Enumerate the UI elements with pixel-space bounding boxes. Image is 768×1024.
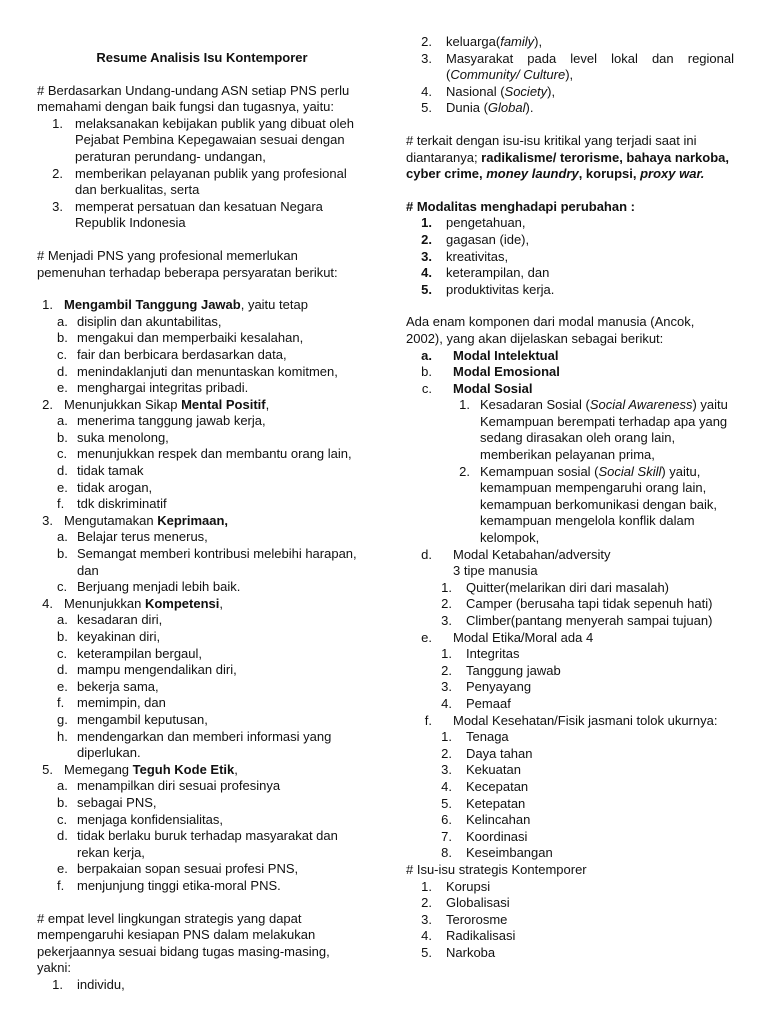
text-italic: Social Awareness	[589, 397, 693, 413]
list-text: menghargai integritas pribadi.	[77, 380, 249, 396]
syarat-heading	[37, 596, 367, 613]
list-number: 4.	[421, 265, 432, 281]
modalitas-list	[406, 215, 734, 298]
list-number: 4.	[421, 928, 432, 944]
enam-komponen-intro: Ada enam komponen dari modal manusia (Ancok, 2002), yang akan dijelaskan sebagai berikut:	[406, 314, 695, 346]
list-item	[406, 679, 734, 696]
list-item	[406, 845, 734, 862]
list-text: sebagai PNS,	[77, 794, 157, 810]
list-letter: f.	[57, 877, 65, 893]
intro-level: # empat level lingkungan strategis yang dapat mempengaruhi kesiapan PNS dalam melakukan pekerjaannya sesuai bidang tugas masing-masing, yakni:	[37, 910, 330, 976]
list-item	[406, 84, 734, 101]
list-text: Modal Kesehatan/Fisik jasmani tolok ukurnya:	[453, 712, 718, 728]
list-text: tdk diskriminatif	[77, 496, 167, 512]
list-text: menampilkan diri sesuai profesinya	[77, 778, 281, 794]
list-item	[37, 166, 367, 199]
syarat-item	[37, 297, 367, 397]
list-text: Modal Sosial	[453, 380, 533, 396]
list-item	[37, 828, 367, 861]
list-item	[37, 496, 367, 513]
list-number: 1.	[52, 115, 63, 131]
list-letter: f.	[424, 712, 432, 728]
list-text: Quitter(melarikan diri dari masalah)	[466, 579, 670, 595]
list-text: tidak tamak	[77, 463, 144, 479]
list-number: 2.	[421, 231, 432, 247]
list-item	[406, 829, 734, 846]
list-text: Modal Ketabahan/adversity	[453, 546, 611, 562]
list-number: 4.	[42, 595, 53, 611]
list-text: Penyayang	[466, 679, 532, 695]
list-item	[406, 646, 734, 663]
list-letter: d.	[57, 828, 68, 844]
text-part: ) yaitu Kemampuan berempati terhadap apa yang sedang dirasakan oleh orang lain, memberikan pelayanan prima,	[480, 397, 728, 463]
list-text	[64, 397, 367, 414]
list-text: Narkoba	[446, 944, 496, 960]
list-text: Radikalisasi	[446, 928, 516, 944]
syarat-item	[37, 762, 367, 895]
list-text: Camper (berusaha tapi tidak sepenuh hati)	[466, 596, 713, 612]
list-letter: a.	[57, 313, 68, 329]
list-letter: g.	[57, 711, 68, 727]
list-item	[406, 596, 734, 613]
list-item	[406, 928, 734, 945]
list-letter: a.	[57, 778, 68, 794]
list-number: 3.	[441, 762, 452, 778]
list-letter: b.	[57, 330, 68, 346]
list-letter: c.	[57, 579, 68, 595]
list-letter: f.	[57, 695, 65, 711]
list-text: bekerja sama,	[77, 678, 159, 694]
list-item	[406, 282, 734, 299]
list-letter: d.	[57, 363, 68, 379]
list-item	[37, 330, 367, 347]
list-letter: h.	[57, 728, 68, 744]
text-part: Kemampuan sosial (	[480, 463, 599, 479]
syarat-heading	[37, 513, 367, 530]
list-number: 3.	[441, 679, 452, 695]
syarat-heading	[37, 397, 367, 414]
modal-ketabahan	[406, 547, 734, 564]
list-text: memperat persatuan dan kesatuan Negara Republik Indonesia	[75, 198, 323, 231]
modal-kesehatan	[406, 713, 734, 730]
list-number: 1.	[459, 397, 470, 413]
list-item	[406, 663, 734, 680]
list-text	[64, 297, 367, 314]
intro-syarat: # Menjadi PNS yang profesional memerlukan pemenuhan terhadap beberapa persyaratan berikut:	[37, 247, 338, 280]
list-number: 6.	[441, 812, 452, 828]
right-column	[406, 34, 734, 961]
text-bold: Teguh Kode Etik	[132, 761, 235, 777]
list-item	[37, 480, 367, 497]
syarat-item	[37, 596, 367, 762]
list-letter: f.	[57, 496, 65, 512]
list-text	[64, 762, 367, 779]
list-item	[37, 861, 367, 878]
list-text: mengambil keputusan,	[77, 711, 208, 727]
list-text: Tanggung jawab	[466, 662, 561, 678]
list-text: Terorosme	[446, 911, 508, 927]
list-text: Kelincahan	[466, 812, 531, 828]
list-number: 1.	[52, 976, 63, 992]
list-number: 2.	[459, 463, 470, 479]
text-part: ),	[547, 83, 556, 99]
list-letter: b.	[57, 794, 68, 810]
fisik-list	[406, 729, 734, 862]
tipe-list	[406, 580, 734, 630]
list-number: 2.	[441, 662, 452, 678]
sub-list	[37, 413, 367, 513]
list-item	[406, 613, 734, 630]
text-part: Menunjukkan Sikap	[64, 396, 182, 412]
list-text: mendengarkan dan memberi informasi yang diperlukan.	[77, 728, 332, 761]
text-bold: Kompetensi	[144, 595, 220, 611]
list-item	[37, 446, 367, 463]
list-number: 3.	[421, 911, 432, 927]
list-text: mengakui dan memperbaiki kesalahan,	[77, 330, 304, 346]
list-item	[37, 612, 367, 629]
text-part: , yaitu tetap	[240, 297, 308, 313]
list-number: 2.	[42, 396, 53, 412]
list-letter: e.	[57, 861, 68, 877]
list-text	[64, 513, 367, 530]
list-item	[37, 364, 367, 381]
list-number: 3.	[42, 512, 53, 528]
list-item	[37, 413, 367, 430]
list-text: Kekuatan	[466, 762, 521, 778]
list-number: 1.	[441, 646, 452, 662]
list-item	[406, 215, 734, 232]
list-item	[37, 347, 367, 364]
list-letter: d.	[57, 463, 68, 479]
list-text: Semangat memberi kontribusi melebihi harapan, dan	[77, 546, 357, 578]
list-letter: b.	[57, 629, 68, 644]
list-letter: d.	[57, 662, 68, 678]
list-number: 1.	[421, 878, 432, 894]
list-letter: d.	[421, 546, 432, 562]
text-part: ,	[265, 396, 270, 412]
level-item	[37, 977, 367, 994]
list-text: memberikan pelayanan publik yang profesional dan berkualitas, serta	[75, 165, 347, 198]
text-italic: Social Skill	[598, 463, 662, 479]
list-number: 5.	[421, 944, 432, 960]
list-number: 2.	[421, 34, 432, 49]
isu-list: radikalisme/ terorisme, bahaya narkoba, cyber crime,	[406, 149, 730, 182]
list-text: Climber(pantang menyerah sampai tujuan)	[466, 613, 713, 628]
list-text: menjunjung tinggi etika-moral PNS.	[77, 877, 281, 893]
list-item	[406, 796, 734, 813]
list-text	[446, 51, 734, 84]
text-part: ),	[534, 34, 543, 49]
list-text: kesadaran diri,	[77, 612, 163, 628]
list-item	[37, 878, 367, 895]
list-number: 3.	[441, 613, 452, 628]
list-item	[37, 795, 367, 812]
text-italic: Global	[487, 100, 526, 116]
list-item	[406, 762, 734, 779]
intro-fungsi: # Berdasarkan Undang-undang ASN setiap PNS perlu memahami dengan baik fungsi dan tugasnya, yaitu:	[37, 82, 350, 115]
list-number: 3.	[421, 50, 432, 66]
list-text: suka menolong,	[77, 429, 169, 445]
isu-proxy-war: proxy war.	[640, 166, 705, 182]
list-text	[446, 34, 734, 51]
text-part: ,	[219, 595, 223, 611]
list-item	[406, 100, 734, 117]
list-item	[37, 430, 367, 447]
list-letter: e.	[57, 380, 68, 396]
list-item	[37, 629, 367, 646]
page-title: Resume Analisis Isu Kontemporer	[96, 50, 308, 65]
strategis-list	[406, 879, 734, 962]
list-letter: c.	[57, 446, 68, 462]
text-part: Kesadaran Sosial (	[480, 397, 590, 413]
list-number: 1.	[441, 579, 452, 595]
list-text: fair dan berbicara berdasarkan data,	[77, 346, 287, 362]
text-italic: family	[500, 34, 535, 49]
isu-kritikal	[406, 133, 734, 183]
text-part: Masyarakat pada level lokal dan regional (	[446, 50, 734, 83]
list-item	[37, 116, 367, 166]
list-item	[37, 199, 367, 232]
list-number: 7.	[441, 828, 452, 844]
list-letter: a.	[57, 529, 68, 545]
level-list	[406, 34, 734, 117]
list-text: Belajar terus menerus,	[77, 529, 208, 545]
tipe-manusia: 3 tipe manusia	[453, 563, 538, 579]
list-text: tidak berlaku buruk terhadap masyarakat dan rekan kerja,	[77, 828, 338, 860]
list-item	[406, 729, 734, 746]
left-column	[37, 50, 367, 993]
list-item	[37, 729, 367, 762]
text-bold: Keprimaan,	[157, 512, 229, 528]
modal-sosial	[406, 381, 734, 398]
list-number: 5.	[42, 761, 53, 777]
list-number: 4.	[441, 695, 452, 711]
list-item	[406, 779, 734, 796]
list-text: Pemaaf	[466, 695, 511, 711]
list-text: Daya tahan	[466, 745, 533, 761]
list-item	[406, 879, 734, 896]
list-number: 5.	[421, 100, 432, 116]
text-bold: Mengambil Tanggung Jawab	[64, 297, 241, 313]
syarat-heading	[37, 297, 367, 314]
list-text: keterampilan, dan	[446, 265, 550, 281]
list-item	[406, 895, 734, 912]
list-item	[406, 34, 734, 51]
text-italic: Society	[504, 83, 548, 99]
list-item	[37, 812, 367, 829]
list-item	[37, 314, 367, 331]
list-text	[480, 397, 734, 463]
list-number: 3.	[52, 198, 63, 214]
syarat-item	[37, 397, 367, 513]
list-text	[64, 596, 367, 613]
list-letter: b.	[421, 364, 432, 380]
list-item	[37, 712, 367, 729]
list-text	[446, 100, 734, 117]
list-letter: e.	[421, 629, 432, 645]
list-letter: c.	[57, 346, 68, 362]
list-text: Ketepatan	[466, 795, 526, 811]
list-text: menunjukkan respek dan membantu orang lain,	[77, 446, 352, 462]
list-number: 5.	[421, 281, 432, 297]
list-text: disiplin dan akuntabilitas,	[77, 313, 222, 329]
list-text: keyakinan diri,	[77, 629, 161, 644]
list-number: 5.	[441, 795, 452, 811]
list-letter: b.	[57, 429, 68, 445]
isu-intro: # terkait dengan isu-isu kritikal yang terjadi saat ini diantaranya;	[406, 132, 697, 165]
list-letter: a.	[57, 612, 68, 628]
isu-money-laundry: money laundry	[486, 166, 579, 182]
list-item	[406, 696, 734, 713]
fungsi-list	[37, 116, 367, 232]
list-item	[406, 945, 734, 962]
text-part: Nasional (	[446, 83, 505, 99]
list-item	[37, 695, 367, 712]
list-number: 2.	[441, 596, 452, 612]
list-number: 3.	[421, 248, 432, 264]
list-text: tidak arogan,	[77, 479, 153, 495]
list-item	[37, 662, 367, 679]
text-part: Menunjukkan	[64, 595, 145, 611]
text-part: Memegang	[64, 761, 133, 777]
list-letter: c.	[57, 811, 68, 827]
list-number: 2.	[441, 745, 452, 761]
list-letter: c.	[421, 380, 432, 396]
list-item	[406, 232, 734, 249]
modal-emosional	[406, 364, 734, 381]
list-text: produktivitas kerja.	[446, 281, 555, 297]
list-text: melaksanakan kebijakan publik yang dibuat oleh Pejabat Pembina Kepegawaian sesuai dengan peraturan perundang- undangan,	[75, 115, 354, 164]
list-item	[406, 397, 734, 463]
list-text: Tenaga	[466, 729, 509, 745]
list-item	[37, 546, 367, 579]
text-part: ),	[565, 67, 574, 83]
list-text: Modal Emosional	[453, 364, 560, 380]
list-item	[37, 778, 367, 795]
text-part: Mengutamakan	[64, 512, 158, 528]
list-item	[406, 912, 734, 929]
etika-list	[406, 646, 734, 712]
list-text: kreativitas,	[446, 248, 509, 264]
list-item	[406, 265, 734, 282]
list-text: individu,	[77, 976, 125, 992]
list-text: mampu mengendalikan diri,	[77, 662, 237, 678]
text-part: keluarga(	[446, 34, 501, 49]
list-item	[37, 646, 367, 663]
list-letter: e.	[57, 678, 68, 694]
list-number: 1.	[441, 729, 452, 745]
list-text: menerima tanggung jawab kerja,	[77, 413, 266, 429]
syarat-list	[37, 297, 367, 894]
isu-korupsi: , korupsi,	[578, 166, 641, 182]
sosial-list	[406, 397, 734, 546]
list-letter: a.	[421, 347, 432, 363]
list-text: Globalisasi	[446, 895, 510, 911]
list-item	[406, 249, 734, 266]
list-text	[446, 84, 734, 101]
list-number: 2.	[52, 165, 63, 181]
syarat-heading	[37, 762, 367, 779]
list-item	[406, 812, 734, 829]
modalitas-heading: # Modalitas menghadapi perubahan :	[406, 198, 635, 214]
modal-etika	[406, 630, 734, 647]
text-part: ,	[234, 761, 238, 777]
list-text	[480, 464, 734, 547]
modal-intelektual	[406, 348, 734, 365]
text-bold: Mental Positif	[181, 396, 266, 412]
list-item	[37, 579, 367, 596]
list-item	[406, 464, 734, 547]
list-item	[37, 679, 367, 696]
list-item	[406, 580, 734, 597]
list-text: Modal Etika/Moral ada 4	[453, 629, 594, 645]
list-text: Koordinasi	[466, 828, 528, 844]
list-text: Berjuang menjadi lebih baik.	[77, 579, 241, 595]
strategis-heading: # Isu-isu strategis Kontemporer	[406, 861, 587, 877]
text-part: Dunia (	[446, 100, 488, 116]
list-text: Modal Intelektual	[453, 347, 559, 363]
list-number: 1.	[42, 297, 53, 313]
text-italic: Community/ Culture	[450, 67, 566, 83]
list-letter: c.	[57, 645, 68, 661]
list-text: Keseimbangan	[466, 845, 553, 861]
text-part: ).	[525, 100, 534, 116]
list-letter: b.	[57, 546, 68, 562]
list-letter: a.	[57, 413, 68, 429]
list-text: keterampilan bergaul,	[77, 645, 203, 661]
list-text: pengetahuan,	[446, 215, 526, 231]
list-item	[37, 380, 367, 397]
list-item	[406, 51, 734, 84]
list-number: 8.	[441, 845, 452, 861]
list-text: Kecepatan	[466, 778, 529, 794]
list-item	[37, 529, 367, 546]
list-number: 1.	[421, 215, 432, 231]
text-part: ) yaitu, kemampuan mempengaruhi orang lain, kemampuan berkomunikasi dengan baik, kemampuan mengelola konflik dalam kelompok,	[480, 463, 718, 546]
sub-list	[37, 778, 367, 894]
list-text: Integritas	[466, 646, 520, 662]
list-text: Korupsi	[446, 878, 491, 894]
list-text: menjaga konfidensialitas,	[77, 811, 223, 827]
list-item	[406, 746, 734, 763]
list-number: 4.	[421, 83, 432, 99]
list-letter: e.	[57, 479, 68, 495]
list-text: gagasan (ide),	[446, 231, 530, 247]
syarat-item	[37, 513, 367, 596]
list-text: memimpin, dan	[77, 695, 166, 711]
list-text: menindaklanjuti dan menuntaskan komitmen,	[77, 363, 338, 379]
sub-list	[37, 314, 367, 397]
list-text: berpakaian sopan sesuai profesi PNS,	[77, 861, 299, 877]
list-number: 2.	[421, 895, 432, 911]
list-number: 4.	[441, 778, 452, 794]
list-item	[37, 463, 367, 480]
sub-list	[37, 612, 367, 761]
sub-list	[37, 529, 367, 595]
